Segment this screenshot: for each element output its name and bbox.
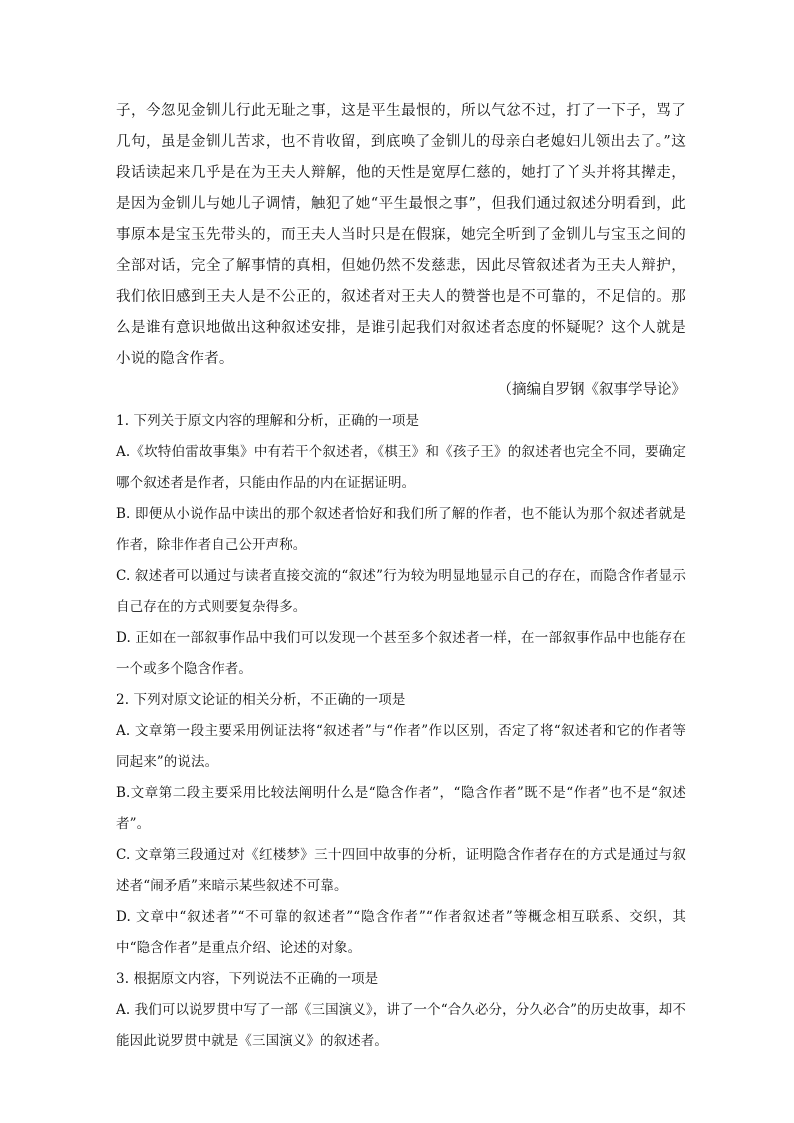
question-3 [116,964,686,1057]
question-stem: 3. 根据原文内容，下列说法不正确的一项是 [116,971,379,987]
option-a: A. 文章第一段主要采用例证法将“叙述者”与“作者”作以区别，否定了将“叙述者和它的作者等同起来”的说法。 [116,723,686,770]
question-1 [116,406,686,685]
option-c: C. 文章第三段通过对《红楼梦》三十四回中故事的分析，证明隐含作者存在的方式是通过与叙述者“闹矛盾”来暗示某些叙述不可靠。 [116,847,686,894]
option-a: A. 我们可以说罗贯中写了一部《三国演义》，讲了一个“合久必分，分久必合”的历史故事，却不能因此说罗贯中就是《三国演义》的叙述者。 [116,1002,686,1049]
option-c: C. 叙述者可以通过与读者直接交流的“叙述”行为较为明显地显示自己的存在，而隐含作者显示自己存在的方式则要复杂得多。 [116,568,686,615]
option-a: A.《坎特伯雷故事集》中有若干个叙述者，《棋王》和《孩子王》的叙述者也完全不同，要确定哪个叙述者是作者，只能由作品的内在证据证明。 [116,444,686,491]
option-d: D. 正如在一部叙事作品中我们可以发现一个甚至多个叙述者一样，在一部叙事作品中也能存在一个或多个隐含作者。 [116,630,686,677]
page-content [116,96,686,1057]
option-d: D. 文章中“叙述者”“不可靠的叙述者”“隐含作者”“作者叙述者”等概念相互联系、交织，其中“隐含作者”是重点介绍、论述的对象。 [116,909,686,956]
question-stem: 2. 下列对原文论证的相关分析，不正确的一项是 [116,692,406,708]
passage-source: （摘编自罗钢《叙事学导论》 [497,382,686,398]
question-2 [116,685,686,964]
question-stem: 1. 下列关于原文内容的理解和分析，正确的一项是 [116,413,420,429]
option-b: B.文章第二段主要采用比较法阐明什么是“隐含作者”，“隐含作者”既不是“作者”也不是“叙述者”。 [116,785,686,832]
option-b: B. 即便从小说作品中读出的那个叙述者恰好和我们所了解的作者，也不能认为那个叙述者就是作者，除非作者自己公开声称。 [116,506,686,553]
passage-paragraph: 子，今忽见金钏儿行此无耻之事，这是平生最恨的，所以气忿不过，打了一下子，骂了几句，虽是金钏儿苦求，也不肯收留，到底唤了金钏儿的母亲白老媳妇儿领出去了。”这段话读起来几乎是在为王夫人辩解，他的天性是宽厚仁慈的，她打了丫头并将其撵走，是因为金钏儿与她儿子调情，触犯了她“平生最恨之事”，但我们通过叙述分明看到，此事原本是宝玉先带头的，而王夫人当时只是在假寐，她完全听到了金钏儿与宝玉之间的全部对话，完全了解事情的真相，但她仍然不发慈悲，因此尽管叙述者为王夫人辩护，我们依旧感到王夫人是不公正的，叙述者对王夫人的赞誉也是不可靠的，不足信的。那么是谁有意识地做出这种叙述安排，是谁引起我们对叙述者态度的怀疑呢？这个人就是小说的隐含作者。 [116,103,686,367]
